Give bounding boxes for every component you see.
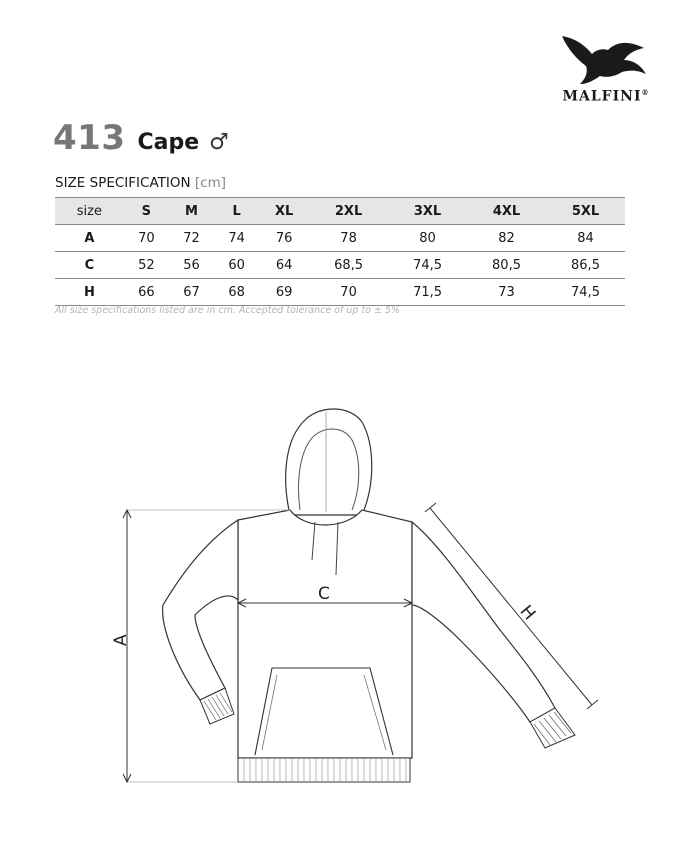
eagle-icon: [554, 30, 658, 86]
table-cell: 73: [467, 279, 546, 306]
table-cell: 70: [309, 279, 388, 306]
table-cell: 78: [309, 225, 388, 252]
right-sleeve: [412, 522, 555, 722]
header-size: XL: [259, 198, 309, 225]
brand-name: MALFINI®: [562, 88, 650, 105]
table-cell: 69: [259, 279, 309, 306]
row-label: H: [55, 279, 124, 306]
table-cell: 56: [169, 252, 214, 279]
table-cell: 74: [214, 225, 259, 252]
size-table: [55, 197, 625, 306]
table-cell: 74,5: [546, 279, 625, 306]
table-cell: 72: [169, 225, 214, 252]
row-label: C: [55, 252, 124, 279]
row-label: A: [55, 225, 124, 252]
table-cell: 68,5: [309, 252, 388, 279]
male-icon: ♂: [209, 130, 229, 155]
size-table-header: [55, 198, 625, 225]
spec-heading-text: SIZE SPECIFICATION: [55, 175, 191, 191]
table-cell: 86,5: [546, 252, 625, 279]
brand-logo: [554, 30, 658, 110]
header-size: 5XL: [546, 198, 625, 225]
table-cell: 76: [259, 225, 309, 252]
table-cell: 80: [388, 225, 467, 252]
waistband: [238, 758, 410, 782]
spec-unit: [cm]: [194, 175, 226, 191]
table-cell: 82: [467, 225, 546, 252]
table-cell: 71,5: [388, 279, 467, 306]
body-outline: [238, 510, 412, 758]
table-cell: 68: [214, 279, 259, 306]
table-cell: 67: [169, 279, 214, 306]
header-size: 3XL: [388, 198, 467, 225]
header-size: L: [214, 198, 259, 225]
footnote: All size specifications listed are in cm. Accepted tolerance of up to ± 5%: [55, 305, 401, 316]
product-title: [53, 118, 229, 158]
header-size: 4XL: [467, 198, 546, 225]
label-h: H: [515, 601, 540, 625]
table-cell: 84: [546, 225, 625, 252]
table-cell: 80,5: [467, 252, 546, 279]
table-cell: 64: [259, 252, 309, 279]
hoodie-drawing: [100, 400, 610, 800]
product-name: Cape: [137, 130, 200, 155]
left-sleeve: [163, 520, 238, 700]
label-c: C: [318, 584, 330, 604]
table-cell: 74,5: [388, 252, 467, 279]
table-row: [55, 252, 625, 279]
table-row: [55, 279, 625, 306]
header-size: 2XL: [309, 198, 388, 225]
table-cell: 66: [124, 279, 169, 306]
header-size: M: [169, 198, 214, 225]
table-cell: 52: [124, 252, 169, 279]
spec-heading: [55, 175, 226, 191]
header-size: S: [124, 198, 169, 225]
product-code: 413: [53, 118, 126, 158]
table-cell: 70: [124, 225, 169, 252]
header-size-label: size: [55, 198, 124, 225]
table-cell: 60: [214, 252, 259, 279]
table-row: [55, 225, 625, 252]
label-a: A: [111, 634, 131, 646]
hoodie-diagram: [100, 400, 610, 800]
